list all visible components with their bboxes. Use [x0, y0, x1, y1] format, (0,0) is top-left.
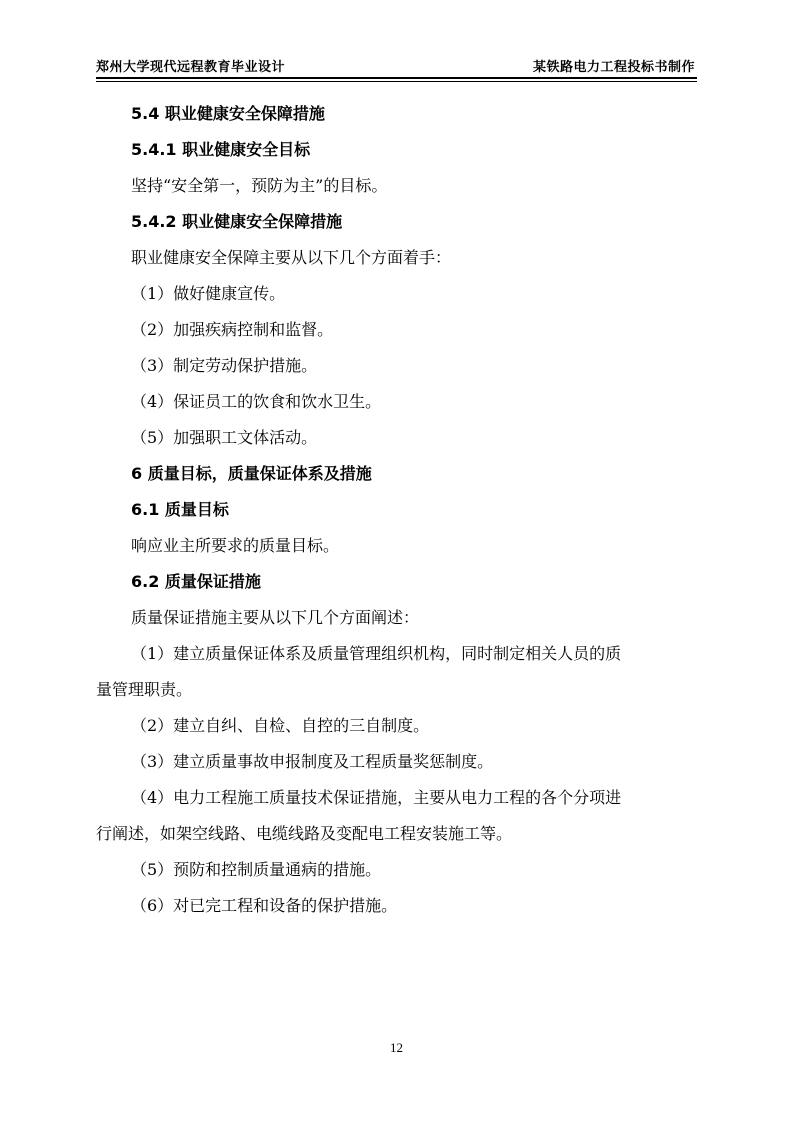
paragraph-5-4-1: 坚持“安全第一，预防为主”的目标。 — [131, 176, 388, 195]
list-item: （2）建立自纠、自检、自控的三自制度。 — [131, 716, 430, 735]
paragraph-5-4-2: 职业健康安全保障主要从以下几个方面着手： — [131, 248, 452, 267]
header-right-title: 某铁路电力工程投标书制作 — [532, 60, 695, 75]
list-item: （4）保证员工的饮食和饮水卫生。 — [131, 392, 382, 411]
list-item: （5）预防和控制质量通病的措施。 — [131, 860, 382, 879]
heading-5-4-2: 5.4.2 职业健康安全保障措施 — [131, 212, 343, 231]
paragraph-6-1: 响应业主所要求的质量目标。 — [131, 536, 340, 555]
list-item: （1）建立质量保证体系及质量管理组织机构，同时制定相关人员的质 — [131, 644, 622, 663]
header-rule-thin — [96, 81, 697, 82]
document-body — [96, 96, 701, 924]
list-item-continuation: 量管理职责。 — [96, 680, 193, 699]
page-header — [96, 54, 697, 76]
page-number: 12 — [390, 1040, 403, 1055]
header-left-title: 郑州大学现代远程教育毕业设计 — [96, 60, 286, 75]
list-item: （5）加强职工文体活动。 — [131, 428, 318, 447]
header-rule-thick — [96, 77, 697, 79]
heading-6-1: 6.1 质量目标 — [131, 500, 229, 519]
list-item: （3）建立质量事故申报制度及工程质量奖惩制度。 — [131, 752, 494, 771]
list-item: （6）对已完工程和设备的保护措施。 — [131, 896, 398, 915]
list-item: （1）做好健康宣传。 — [131, 284, 286, 303]
heading-5-4: 5.4 职业健康安全保障措施 — [131, 104, 325, 123]
heading-6-2: 6.2 质量保证措施 — [131, 572, 261, 591]
paragraph-6-2: 质量保证措施主要从以下几个方面阐述： — [131, 608, 420, 627]
heading-5-4-1: 5.4.1 职业健康安全目标 — [131, 140, 311, 159]
list-item: （3）制定劳动保护措施。 — [131, 356, 318, 375]
list-item: （2）加强疾病控制和监督。 — [131, 320, 334, 339]
list-item-continuation: 行阐述，如架空线路、电缆线路及变配电工程安装施工等。 — [96, 824, 513, 843]
heading-6: 6 质量目标，质量保证体系及措施 — [131, 464, 372, 483]
list-item: （4）电力工程施工质量技术保证措施，主要从电力工程的各个分项进 — [131, 788, 622, 807]
